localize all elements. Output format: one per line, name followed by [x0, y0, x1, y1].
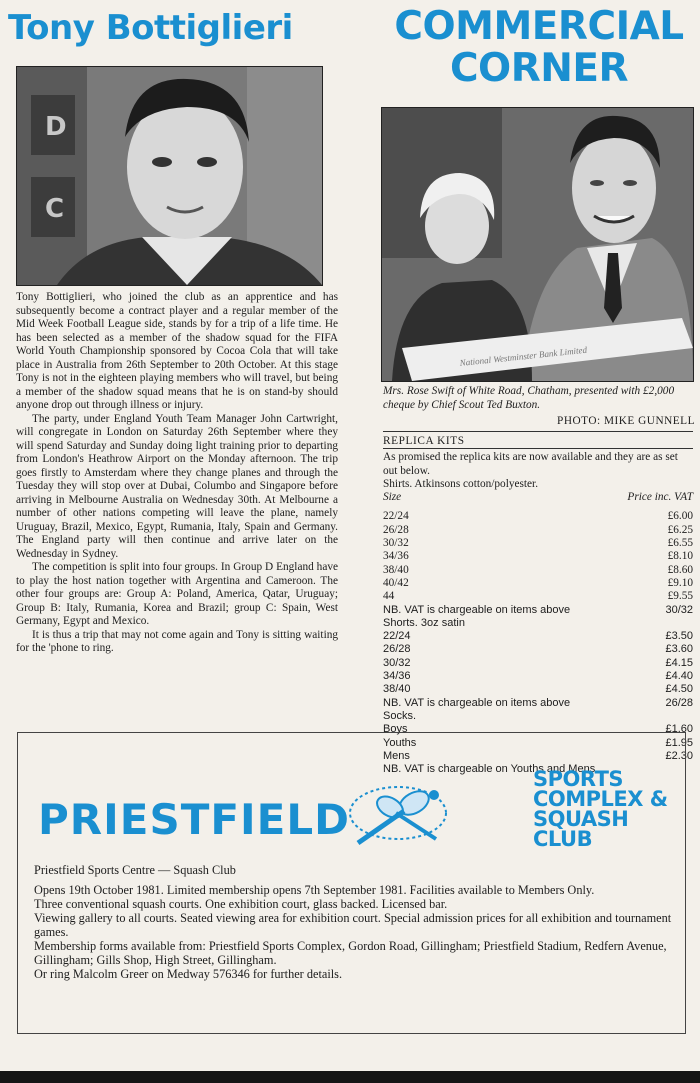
shorts-price-row — [383, 657, 693, 670]
club-line-3: SQUASH CLUB — [533, 807, 629, 851]
shorts-vat-note — [383, 697, 693, 710]
size-cell: Boys — [383, 723, 408, 736]
shirts-vat-note — [383, 604, 693, 617]
size-cell: 30/32 — [383, 537, 409, 550]
shirt-price-row — [383, 510, 693, 523]
size-cell: 40/42 — [383, 576, 409, 589]
size-cell: Mens — [383, 749, 410, 762]
article-paragraph: It is thus a trip that may not come again and Tony is sitting waiting for the 'phone to ring. — [16, 628, 338, 654]
shirt-price-row — [383, 564, 693, 577]
price-cell: £6.00 — [667, 510, 693, 523]
price-cell: £1.95 — [665, 736, 693, 749]
shorts-price-row — [383, 643, 693, 656]
advert-line: Opens 19th October 1981. Limited membership opens 7th September 1981. Facilities available to Members Only. — [34, 883, 595, 897]
price-cell: £6.25 — [667, 523, 693, 536]
shorts-price-row — [383, 683, 693, 696]
replica-kits-heading: REPLICA KITS — [383, 435, 465, 447]
advert-line: Three conventional squash courts. One exhibition court, glass backed. Licensed bar. — [34, 897, 448, 911]
shirts-price-list — [383, 510, 693, 603]
advert-heading: Priestfield Sports Centre — Squash Club — [34, 863, 236, 877]
svg-text:D: D — [45, 112, 67, 142]
shorts-price-row — [383, 670, 693, 683]
advert-line: Membership forms available from: Priestfield Sports Complex, Gordon Road, Gillingham; Priestfield Stadium, Redfern Avenue, Gillingham; Gills Shop, High Street, Gillingham. — [34, 939, 667, 967]
player-article — [16, 291, 338, 656]
size-cell: 22/24 — [383, 510, 409, 523]
size-cell: 30/32 — [383, 656, 411, 669]
advert-line: Viewing gallery to all courts. Seated viewing area for exhibition court. Special admission prices for all exhibition and tournament games. — [34, 911, 672, 939]
priestfield-logo: PRIESTFIELD — [38, 795, 350, 844]
svg-text:C: C — [45, 194, 65, 224]
shorts-price-row — [383, 630, 693, 643]
price-cell: £1.60 — [665, 723, 693, 736]
price-column-label: Price inc. VAT — [627, 491, 693, 504]
heading-underline — [383, 448, 693, 449]
shirt-price-row — [383, 524, 693, 537]
price-cell: £3.60 — [665, 643, 693, 656]
headline-line-1: COMMERCIAL — [394, 4, 684, 49]
shirt-price-row — [383, 537, 693, 550]
size-column-label: Size — [383, 491, 402, 504]
shirt-price-row — [383, 590, 693, 603]
price-cell: £8.10 — [667, 550, 693, 563]
size-cell: 38/40 — [383, 683, 411, 696]
size-cell: 26/28 — [383, 643, 411, 656]
cheque-presentation-photo — [381, 107, 694, 382]
headline-line-2: CORNER — [449, 46, 629, 91]
advert-text — [34, 863, 674, 981]
section-divider — [383, 431, 693, 432]
shorts-price-list — [383, 630, 693, 696]
socks-vat-note: NB. VAT is chargeable on Youths and Mens. — [383, 763, 599, 776]
vat-note-text: NB. VAT is chargeable on items above — [383, 696, 571, 709]
article-paragraph: Tony Bottiglieri, who joined the club as an apprentice and has subsequently become a contract player and a regular member of the Mid Week Football League side, stands by for a trip of a life time. He has been selected as a member of the shadow squad for the FIFA World Youth Championship sponsored by Cocoa Cola that will take place in Australia from 26th September to 20th October. At this stage Tony is not in the eighteen playing members who will travel, but being a member of the shadow squad means that he is on stand-by should anyone drop out through illness or injury. — [16, 291, 338, 411]
price-header — [383, 491, 693, 504]
player-portrait-photo — [16, 66, 323, 286]
photo-credit: PHOTO: MIKE GUNNELL — [557, 415, 695, 427]
price-cell: £4.15 — [665, 656, 693, 669]
vat-note-size: 26/28 — [665, 696, 693, 709]
priestfield-advert — [17, 732, 686, 1034]
price-cell: £8.60 — [667, 563, 693, 576]
article-paragraph: The party, under England Youth Team Manager John Cartwright, will congregate in London on Saturday 26th September where they will spend Saturday and Sunday doing light training prior to departing from London's Heathrow Airport on the Monday afternoon. The trip goes firstly to Amsterdam where they change planes and through the Tuesday they will stop over at Dubai, Columbo and Singapore before arriving in Melbourne Australia on Wednesday 30th. At Melbourne a number of other nations competing will leave the plane, namely Uruguay, Brazil, Mexico, Egypt, Rumania, Italy, Spain and Germany. The England party will then continue and arrive later on the Wednesday in Sydney. — [16, 412, 338, 560]
photo-caption: Mrs. Rose Swift of White Road, Chatham, presented with £2,000 cheque by Chief Scout Ted Buxton. — [383, 385, 675, 411]
size-cell: 34/36 — [383, 670, 411, 683]
shirt-price-row — [383, 550, 693, 563]
player-headline: Tony Bottiglieri — [8, 8, 293, 48]
replica-intro: As promised the replica kits are now available and they are as set out below. — [383, 451, 678, 477]
squash-rackets-icon — [336, 781, 466, 856]
club-line-2: COMPLEX & — [533, 787, 668, 811]
commercial-corner-headline — [378, 6, 700, 90]
vat-note-size: 30/32 — [665, 603, 693, 616]
article-paragraph: The competition is split into four groups. In Group D England have to play the host nation together with Argentina and Cameroon. The other four groups are: Group A: Poland, America, Qatar, Uruguay; Group B: Italy, Rumania, Korea and Brazil; group C: Spain, West Germany, Egypt and Mexico. — [16, 561, 338, 627]
size-cell: 44 — [383, 590, 395, 603]
price-cell: £4.50 — [665, 683, 693, 696]
shirt-price-row — [383, 577, 693, 590]
club-line-1: SPORTS — [533, 767, 624, 791]
size-cell: 26/28 — [383, 523, 409, 536]
size-cell: 38/40 — [383, 563, 409, 576]
page-bottom-band — [0, 1071, 700, 1083]
price-cell: £3.50 — [665, 630, 693, 643]
sports-complex-logo — [533, 769, 683, 849]
shorts-title: Shorts. 3oz satin — [383, 616, 465, 629]
vat-note-text: NB. VAT is chargeable on items above — [383, 603, 571, 616]
size-cell: 22/24 — [383, 630, 411, 643]
size-cell: 34/36 — [383, 550, 409, 563]
shirts-title: Shirts. Atkinsons cotton/polyester. — [383, 477, 539, 490]
advert-line: Or ring Malcolm Greer on Medway 576346 for further details. — [34, 967, 343, 981]
socks-title: Socks. — [383, 709, 417, 722]
price-cell: £2.30 — [665, 749, 693, 762]
price-cell: £4.40 — [665, 670, 693, 683]
size-cell: Youths — [383, 736, 417, 749]
replica-kits-section — [383, 435, 693, 776]
price-cell: £6.55 — [667, 537, 693, 550]
cheque-banner-text: National Westminster Bank Limited — [459, 344, 588, 368]
price-cell: £9.55 — [667, 590, 693, 603]
price-cell: £9.10 — [667, 576, 693, 589]
